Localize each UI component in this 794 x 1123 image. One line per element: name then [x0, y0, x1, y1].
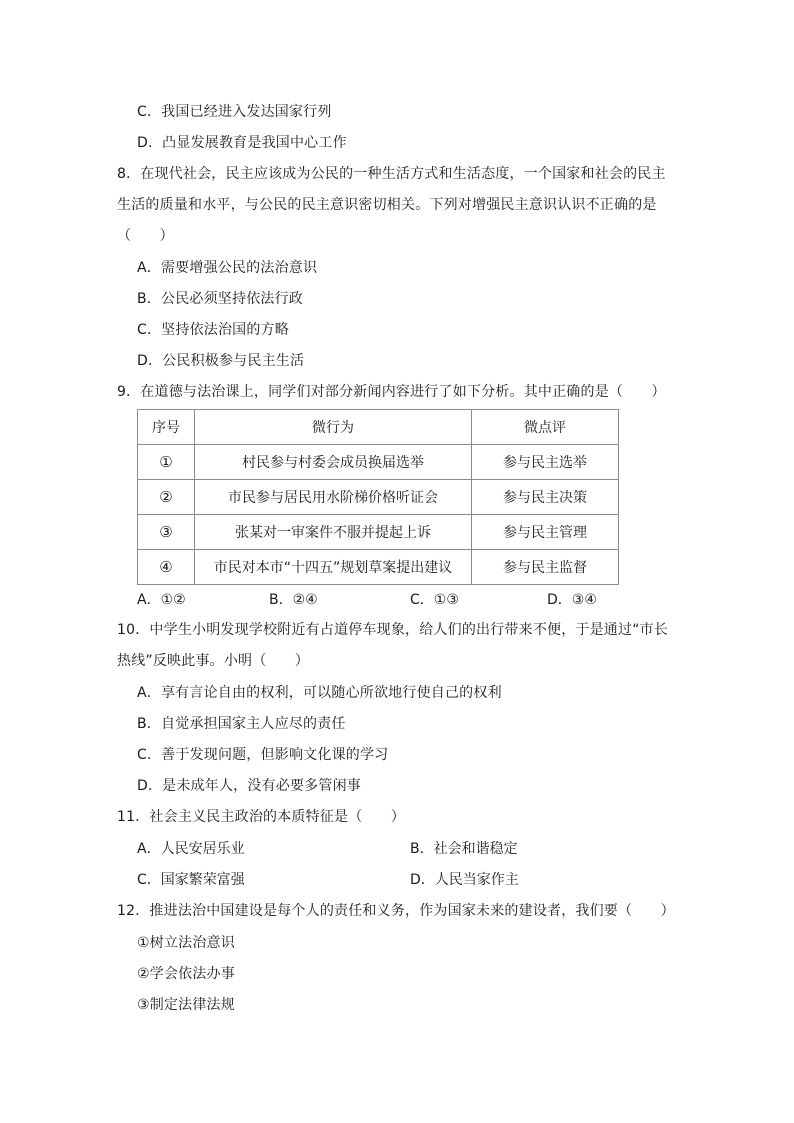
table-cell-behavior: 市民对本市“十四五”规划草案提出建议	[195, 550, 472, 585]
q8-option-a: A．需要增强公民的法治意识	[137, 260, 318, 276]
q9-news-table	[137, 409, 619, 585]
table-row	[138, 480, 619, 515]
q9-options	[137, 590, 657, 610]
q12-item-2: ②学会依法办事	[137, 966, 235, 982]
table-cell-index: ②	[138, 480, 195, 515]
q11-option-c: C．国家繁荣富强	[137, 872, 245, 888]
table-cell-comment: 参与民主决策	[472, 480, 619, 515]
q11-options-row-1	[137, 839, 617, 859]
table-row	[138, 550, 619, 585]
q10-option-b: B．自觉承担国家主人应尽的责任	[137, 716, 346, 732]
table-row	[138, 445, 619, 480]
table-header-row	[138, 410, 619, 445]
table-cell-index: ③	[138, 515, 195, 550]
q7-option-c: C．我国已经进入发达国家行列	[137, 104, 332, 120]
table-cell-comment: 参与民主管理	[472, 515, 619, 550]
q8-stem: 8．在现代社会，民主应该成为公民的一种生活方式和生活态度，一个国家和社会的民主生活的质量和水平，与公民的民主意识密切相关。下列对增强民主意识认识不正确的是（ ）	[117, 166, 666, 244]
table-cell-index: ④	[138, 550, 195, 585]
q10-option-d: D．是未成年人，没有必要多管闲事	[137, 778, 361, 794]
q10-option-c: C．善于发现问题，但影响文化课的学习	[137, 747, 389, 763]
q12-stem: 12．推进法治中国建设是每个人的责任和义务，作为国家未来的建设者，我们要（ ）	[117, 903, 675, 919]
q11-options-row-2	[137, 870, 617, 890]
table-cell-comment: 参与民主监督	[472, 550, 619, 585]
q9-option-a: A．①②	[137, 592, 186, 608]
table-cell-behavior: 村民参与村委会成员换届选举	[195, 445, 472, 480]
table-header-behavior: 微行为	[195, 410, 472, 445]
q9-option-b: B．②④	[269, 592, 318, 608]
q8-option-b: B．公民必须坚持依法行政	[137, 291, 304, 307]
q11-stem: 11．社会主义民主政治的本质特征是（ ）	[117, 809, 406, 825]
q9-option-c: C．①③	[410, 592, 459, 608]
q11-option-a: A．人民安居乐业	[137, 841, 245, 857]
table-header-index: 序号	[138, 410, 195, 445]
q8-option-d: D．公民积极参与民主生活	[137, 353, 305, 369]
q11-option-b: B．社会和谐稳定	[410, 841, 518, 857]
table-cell-behavior: 张某对一审案件不服并提起上诉	[195, 515, 472, 550]
table-cell-index: ①	[138, 445, 195, 480]
q10-option-a: A．享有言论自由的权利，可以随心所欲地行使自己的权利	[137, 685, 502, 701]
table-row	[138, 515, 619, 550]
q9-option-d: D．③④	[547, 592, 597, 608]
q10-stem: 10．中学生小明发现学校附近有占道停车现象，给人们的出行带来不便，于是通过“市长热线”反映此事。小明（ ）	[117, 622, 669, 669]
q12-item-3: ③制定法律法规	[137, 997, 235, 1013]
table-cell-behavior: 市民参与居民用水阶梯价格听证会	[195, 480, 472, 515]
table-header-comment: 微点评	[472, 410, 619, 445]
q8-option-c: C．坚持依法治国的方略	[137, 322, 289, 338]
table-cell-comment: 参与民主选举	[472, 445, 619, 480]
q9-stem: 9．在道德与法治课上，同学们对部分新闻内容进行了如下分析。其中正确的是（ ）	[117, 384, 666, 400]
q7-option-d: D．凸显发展教育是我国中心工作	[137, 135, 347, 151]
q12-item-1: ①树立法治意识	[137, 935, 235, 951]
q11-option-d: D．人民当家作主	[410, 872, 519, 888]
